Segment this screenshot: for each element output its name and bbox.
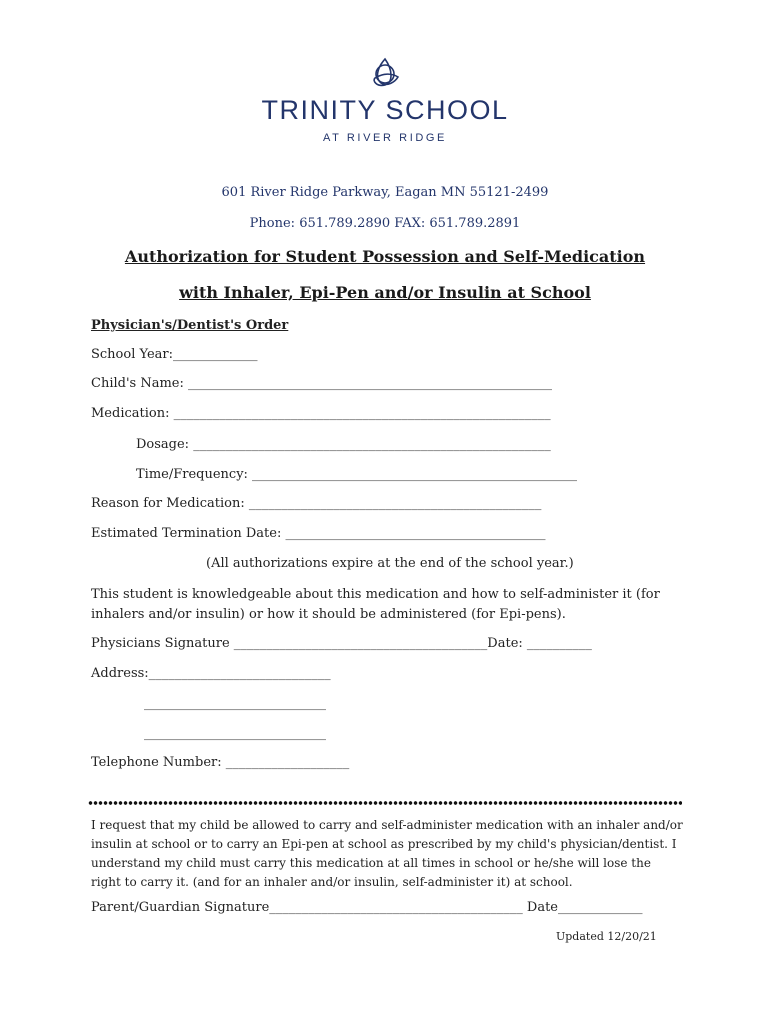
school-phone: Phone: 651.789.2890 FAX: 651.789.2891 (249, 216, 521, 231)
section-divider (88, 800, 682, 806)
address-field-1[interactable]: Address:____________________________ (91, 666, 331, 681)
knowledge-statement: This student is knowledgeable about this medication and how to self-administer it (for inhalers and/or insulin) or how it should be administered (for Epi-pens). (91, 587, 660, 622)
updated-date: Updated 12/20/21 (556, 930, 657, 943)
triquetra-icon (368, 56, 402, 90)
school-logo (0, 56, 770, 144)
parent-signature-field[interactable]: Parent/Guardian Signature_______________________________________ Date_____________ (91, 900, 643, 915)
expiration-note: (All authorizations expire at the end of the school year.) (206, 556, 574, 571)
form-title-line2: with Inhaler, Epi-Pen and/or Insulin at School (179, 283, 591, 302)
medication-field[interactable]: Medication: __________________________________________________________ (91, 406, 551, 421)
childs-name-field[interactable]: Child's Name: ________________________________________________________ (91, 376, 552, 391)
form-title-line1: Authorization for Student Possession and Self-Medication (124, 247, 646, 266)
school-address: 601 River Ridge Parkway, Eagan MN 55121-2499 (221, 185, 549, 200)
school-subtitle: AT RIVER RIDGE (322, 132, 447, 144)
reason-field[interactable]: Reason for Medication: _____________________________________________ (91, 496, 542, 511)
address-field-2[interactable]: ____________________________ (144, 696, 326, 711)
address-field-3[interactable]: ____________________________ (144, 726, 326, 741)
time-frequency-field[interactable]: Time/Frequency: __________________________________________________ (136, 467, 578, 482)
termination-date-field[interactable]: Estimated Termination Date: ________________________________________ (91, 526, 546, 541)
physician-signature-field[interactable]: Physicians Signature _______________________________________Date: __________ (91, 636, 592, 651)
physician-order-heading: Physician's/Dentist's Order (91, 318, 289, 333)
school-name: TRINITY SCHOOL (261, 95, 509, 125)
school-year-field[interactable]: School Year:_____________ (91, 347, 258, 362)
dosage-field[interactable]: Dosage: _______________________________________________________ (136, 437, 551, 452)
telephone-field[interactable]: Telephone Number: ___________________ (91, 755, 350, 770)
parent-request-statement: I request that my child be allowed to carry and self-administer medication with an inhaler and/or insulin at school or to carry an Epi-pen at school as prescribed by my child's physician/dentist. I understand my child must carry this medication at all times in school or he/she will lose the right to carry it. (and for an inhaler and/or insulin, self-administer it) at school. (91, 818, 683, 889)
